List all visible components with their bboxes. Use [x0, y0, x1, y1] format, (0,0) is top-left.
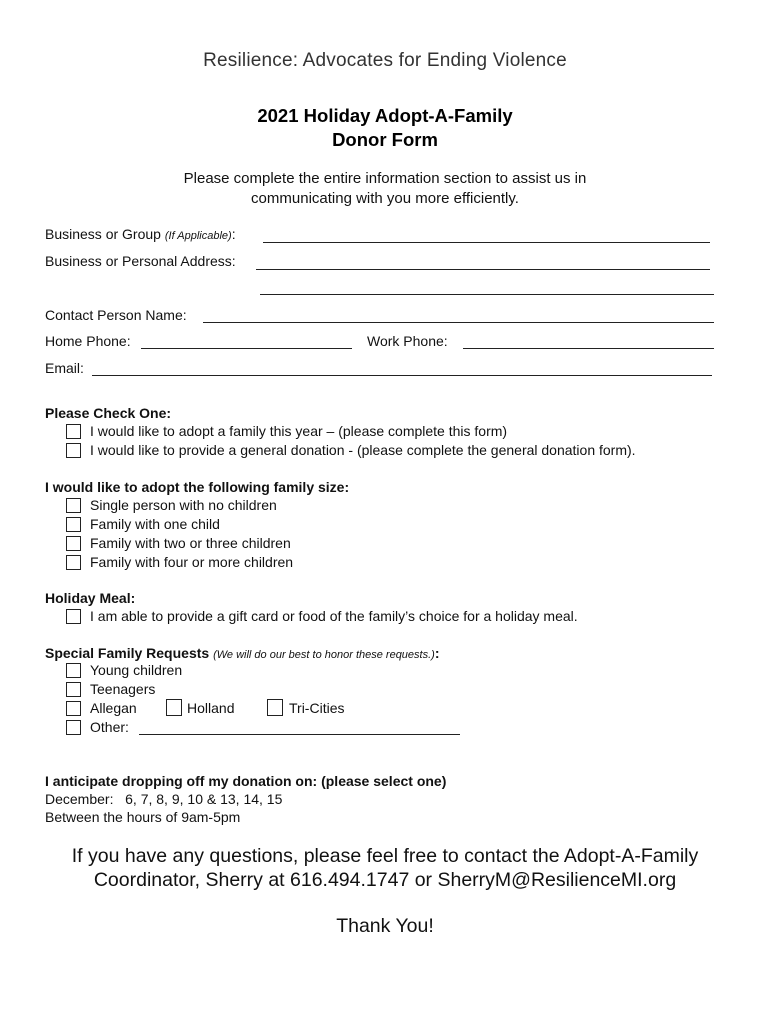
young-children-checkbox[interactable]: [66, 663, 81, 678]
dropoff-dates: [45, 791, 282, 807]
single-person-checkbox[interactable]: [66, 498, 81, 513]
contact-line-1: If you have any questions, please feel free to contact the Adopt-A-Family: [71, 845, 699, 867]
holland-option: Holland: [187, 700, 235, 716]
dropoff-heading: I anticipate dropping off my donation on: (please select one): [45, 773, 447, 789]
four-more-children-checkbox[interactable]: [66, 555, 81, 570]
address-field-line-2[interactable]: [260, 294, 714, 295]
general-donation-option: I would like to provide a general donation - (please complete the general donation form).: [90, 442, 636, 458]
contact-name-field[interactable]: [203, 322, 714, 323]
special-requests-note: (We will do our best to honor these requests.): [213, 649, 435, 661]
allegan-checkbox[interactable]: [66, 701, 81, 716]
adopt-family-option: I would like to adopt a family this year – (please complete this form): [90, 423, 508, 439]
two-three-children-option: Family with two or three children: [90, 535, 291, 551]
teenagers-checkbox[interactable]: [66, 682, 81, 697]
single-person-option: Single person with no children: [90, 497, 277, 513]
business-field[interactable]: [263, 242, 710, 243]
teenagers-option: Teenagers: [90, 681, 156, 697]
two-three-children-checkbox[interactable]: [66, 536, 81, 551]
general-donation-checkbox[interactable]: [66, 443, 81, 458]
one-child-checkbox[interactable]: [66, 517, 81, 532]
allegan-option: Allegan: [90, 700, 137, 716]
address-label: Business or Personal Address:: [45, 253, 236, 269]
holiday-meal-heading: Holiday Meal:: [45, 590, 136, 606]
business-note: (If Applicable): [164, 230, 232, 242]
business-colon: :: [231, 226, 236, 242]
other-option: Other:: [90, 719, 129, 735]
thank-you: Thank You!: [336, 915, 434, 937]
dropoff-dates-label: December:: [45, 791, 114, 807]
home-phone-field[interactable]: [141, 348, 352, 349]
organization-name: Resilience: Advocates for Ending Violence: [203, 50, 567, 71]
email-field[interactable]: [92, 375, 712, 376]
dropoff-hours: Between the hours of 9am-5pm: [45, 809, 241, 825]
special-requests-colon: :: [434, 645, 440, 661]
check-one-heading: Please Check One:: [45, 405, 172, 421]
work-phone-field[interactable]: [463, 348, 714, 349]
tri-cities-option: Tri-Cities: [289, 700, 345, 716]
one-child-option: Family with one child: [90, 516, 220, 532]
contact-line-2: Coordinator, Sherry at 616.494.1747 or SherryM@ResilienceMI.org: [93, 869, 677, 891]
holland-checkbox[interactable]: [166, 699, 182, 716]
intro-line-2: communicating with you more efficiently.: [251, 190, 519, 207]
address-field-line-1[interactable]: [256, 269, 710, 270]
business-label: [45, 226, 236, 242]
work-phone-label: Work Phone:: [367, 333, 448, 349]
other-field[interactable]: [139, 734, 460, 735]
business-label-text: Business or Group: [45, 226, 161, 242]
special-requests-heading: [45, 645, 440, 661]
intro-line-1: Please complete the entire information section to assist us in: [183, 170, 587, 187]
home-phone-label: Home Phone:: [45, 333, 131, 349]
young-children-option: Young children: [90, 662, 183, 678]
holiday-meal-checkbox[interactable]: [66, 609, 81, 624]
special-requests-title: Special Family Requests: [45, 645, 210, 661]
other-checkbox[interactable]: [66, 720, 81, 735]
contact-name-label: Contact Person Name:: [45, 307, 187, 323]
form-title: 2021 Holiday Adopt-A-Family: [257, 105, 513, 126]
adopt-family-checkbox[interactable]: [66, 424, 81, 439]
tri-cities-checkbox[interactable]: [267, 699, 283, 716]
four-more-children-option: Family with four or more children: [90, 554, 294, 570]
holiday-meal-option: I am able to provide a gift card or food of the family’s choice for a holiday meal.: [90, 608, 578, 624]
form-subtitle: Donor Form: [332, 129, 438, 150]
family-size-heading: I would like to adopt the following family size:: [45, 479, 350, 495]
email-label: Email:: [45, 360, 84, 376]
dropoff-dates-values: 6, 7, 8, 9, 10 & 13, 14, 15: [125, 791, 283, 807]
